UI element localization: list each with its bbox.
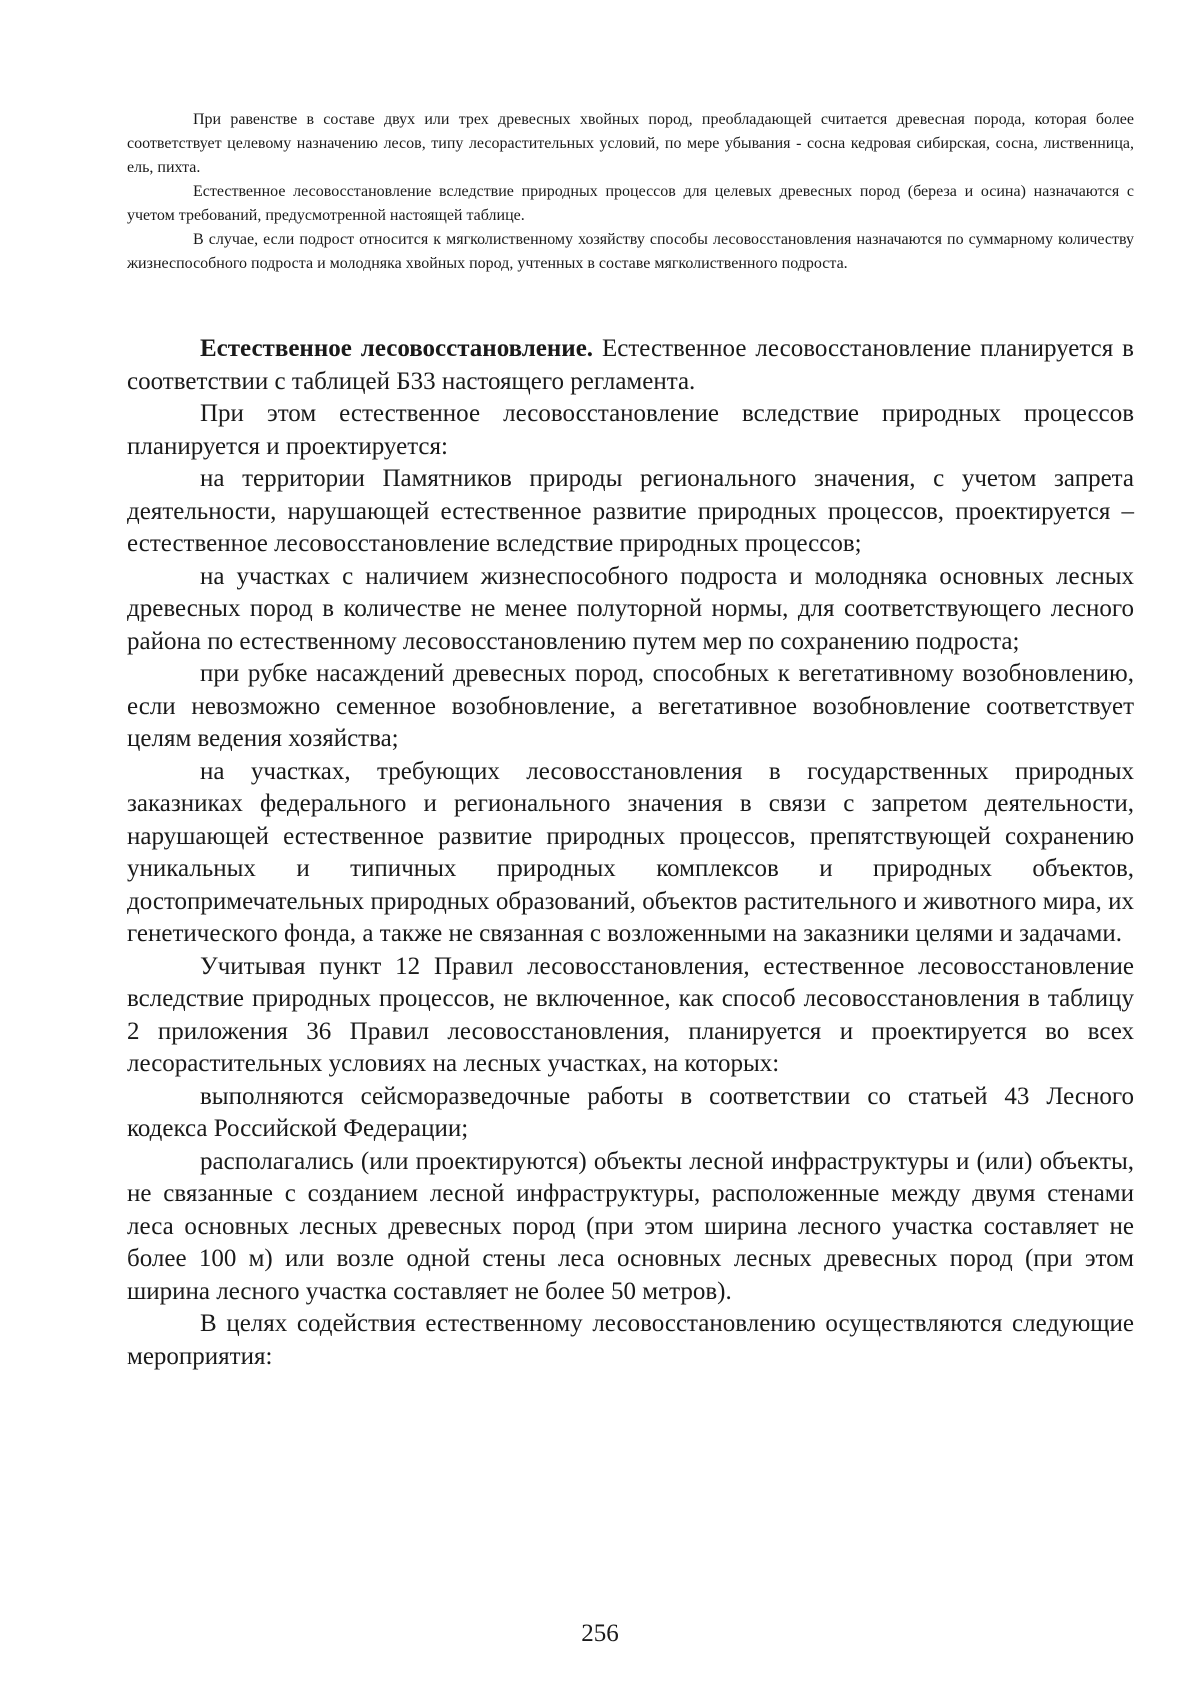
note-paragraph: В случае, если подрост относится к мягколиственному хозяйству способы лесовосстановления назначаются по суммарному количеству жизнеспособного подроста и молодняка хвойных пород, учтенных в составе мягколиственного подроста. (127, 231, 1134, 272)
body-paragraph: Учитывая пункт 12 Правил лесовосстановления, естественное лесовосстановление вследствие природных процессов, не включенное, как способ лесовосстановления в таблицу 2 приложения 36 Правил лесовосстановления, планируется и проектируется во всех лесорастительных условиях на лесных участках, на которых: (127, 952, 1134, 1077)
list-item: на участках с наличием жизнеспособного подроста и молодняка основных лесных древесных пород в количестве не менее полуторной нормы, для соответствующего лесного района по естественному лесовосстановлению путем мер по сохранению подроста; (127, 562, 1134, 655)
table-notes (127, 108, 1134, 276)
section-paragraph (127, 333, 1134, 398)
body-paragraph: В целях содействия естественному лесовосстановлению осуществляются следующие мероприятия: (127, 1310, 1134, 1370)
list-item: на территории Памятников природы регионального значения, с учетом запрета деятельности, нарушающей естественное развитие природных процессов, проектируется – естественное лесовосстановление вследствие природных процессов; (127, 465, 1134, 557)
page-number: 256 (581, 1620, 619, 1647)
list-item: на участках, требующих лесовосстановления в государственных природных заказниках федерального и регионального значения в связи с запретом деятельности, нарушающей естественное развитие природных процессов, препятствующей сохранению уникальных и типичных природных комплексов и природных объектов, достопримечательных природных образований, объектов растительного и животного мира, их генетического фонда, а также не связанная с возложенными на заказники целями и задачами. (127, 757, 1134, 947)
list-item: выполняются сейсморазведочные работы в соответствии со статьей 43 Лесного кодекса Российской Федерации; (127, 1082, 1134, 1142)
section-heading-continuation: Естественное лесовосстановление планируется в соответствии с таблицей Б33 настоящего регламента. (127, 335, 1134, 395)
section-heading: Естественное лесовосстановление. (200, 335, 594, 362)
body-paragraph: При этом естественное лесовосстановление вследствие природных процессов планируется и проектируется: (127, 400, 1134, 460)
main-text (127, 333, 1134, 1373)
list-item: при рубке насаждений древесных пород, способных к вегетативному возобновлению, если невозможно семенное возобновление, а вегетативное возобновление соответствует целям ведения хозяйства; (127, 660, 1134, 752)
list-item: располагались (или проектируются) объекты лесной инфраструктуры и (или) объекты, не связанные с созданием лесной инфраструктуры, расположенные между двумя стенами леса основных лесных древесных пород (при этом ширина лесного участка составляет не более 100 м) или возле одной стены леса основных лесных древесных пород (при этом ширина лесного участка составляет не более 50 метров). (127, 1147, 1134, 1305)
note-paragraph: При равенстве в составе двух или трех древесных хвойных пород, преобладающей считается древесная порода, которая более соответствует целевому назначению лесов, типу лесорастительных условий, по мере убывания - сосна кедровая сибирская, сосна, лиственница, ель, пихта. (127, 111, 1134, 176)
note-paragraph: Естественное лесовосстановление вследствие природных процессов для целевых древесных пород (береза и осина) назначаются с учетом требований, предусмотренной настоящей таблице. (127, 183, 1134, 224)
